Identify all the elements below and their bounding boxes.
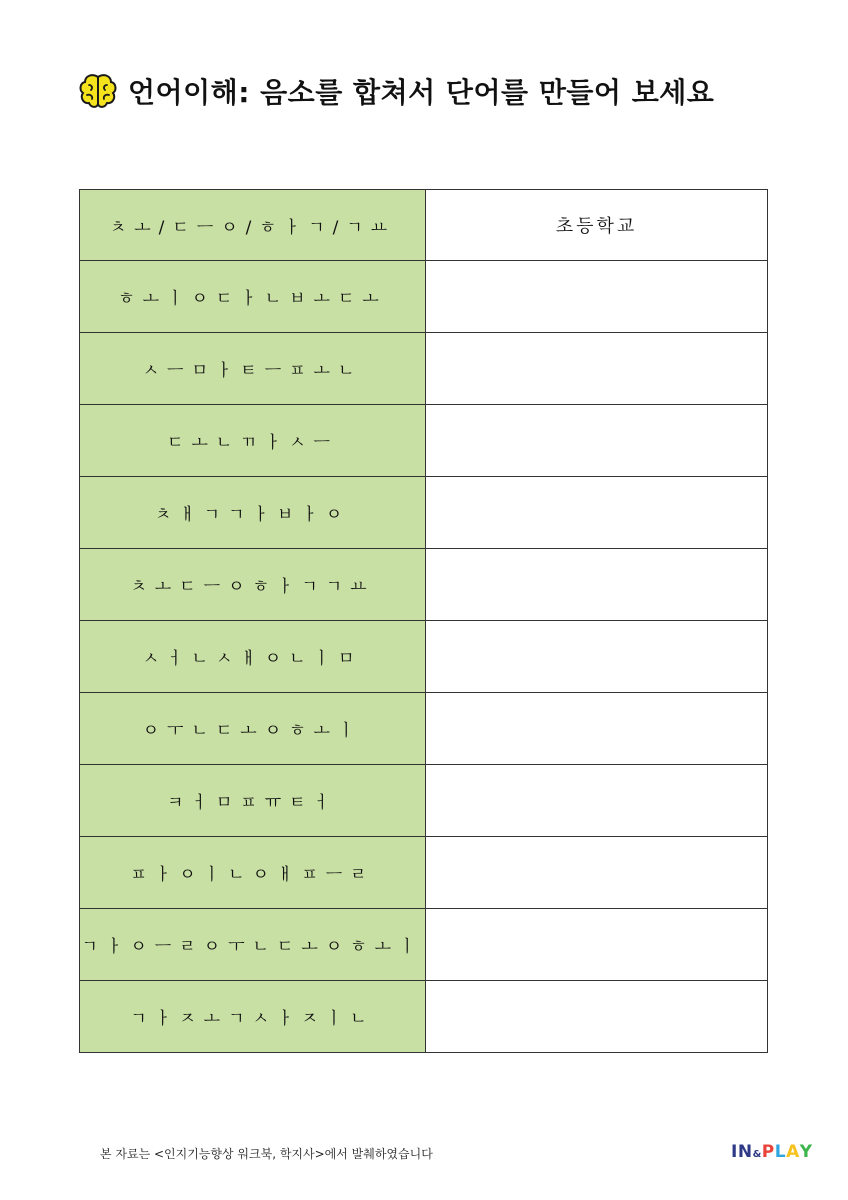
phoneme-cell: ㅎㅗㅣㅇㄷㅏㄴㅂㅗㄷㅗ (79, 261, 426, 333)
table-row (79, 189, 768, 261)
answer-cell[interactable] (426, 837, 768, 909)
answer-cell[interactable] (426, 909, 768, 981)
answer-cell[interactable] (426, 333, 768, 405)
inplay-logo: IN & P L A Y (731, 1142, 813, 1162)
table-row (79, 981, 768, 1053)
page-title (78, 70, 714, 112)
phoneme-cell: ㅊㅗㄷㅡㅇㅎㅏㄱㄱㅛ (79, 549, 426, 621)
table-row (79, 621, 768, 693)
brain-icon (78, 70, 122, 112)
answer-cell[interactable] (426, 765, 768, 837)
answer-cell[interactable] (426, 549, 768, 621)
answer-cell[interactable] (426, 405, 768, 477)
table-row (79, 477, 768, 549)
phoneme-cell: ㅍㅏㅇㅣㄴㅇㅐㅍㅡㄹ (79, 837, 426, 909)
answer-cell[interactable] (426, 621, 768, 693)
table-row (79, 549, 768, 621)
phoneme-table (79, 189, 768, 1053)
phoneme-cell: ㄱㅏㅈㅗㄱㅅㅏㅈㅣㄴ (79, 981, 426, 1053)
answer-cell[interactable] (426, 693, 768, 765)
phoneme-cell: ㅊㅐㄱㄱㅏㅂㅏㅇ (79, 477, 426, 549)
table-row (79, 261, 768, 333)
table-row (79, 333, 768, 405)
answer-cell[interactable] (426, 477, 768, 549)
table-row (79, 837, 768, 909)
table-row (79, 909, 768, 981)
phoneme-cell: ㅋㅓㅁㅍㅠㅌㅓ (79, 765, 426, 837)
phoneme-cell: ㅅㅓㄴㅅㅐㅇㄴㅣㅁ (79, 621, 426, 693)
phoneme-cell: ㅇㅜㄴㄷㅗㅇㅎㅗㅣ (79, 693, 426, 765)
table-row (79, 693, 768, 765)
title-text: 언어이해: 음소를 합쳐서 단어를 만들어 보세요 (128, 76, 715, 109)
answer-cell[interactable] (426, 261, 768, 333)
phoneme-cell: ㄷㅗㄴㄲㅏㅅㅡ (79, 405, 426, 477)
phoneme-cell: ㅊㅗ/ㄷㅡㅇ/ㅎㅏㄱ/ㄱㅛ (79, 189, 426, 261)
source-note: 본 자료는 <인지기능향상 워크북, 학지사>에서 발췌하였습니다 (100, 1147, 433, 1161)
answer-cell[interactable] (426, 981, 768, 1053)
table-row (79, 405, 768, 477)
table-row (79, 765, 768, 837)
phoneme-cell: ㅅㅡㅁㅏㅌㅡㅍㅗㄴ (79, 333, 426, 405)
answer-cell[interactable]: 초등학교 (426, 189, 768, 261)
phoneme-cell: ㄱㅏㅇㅡㄹㅇㅜㄴㄷㅗㅇㅎㅗㅣ (79, 909, 426, 981)
